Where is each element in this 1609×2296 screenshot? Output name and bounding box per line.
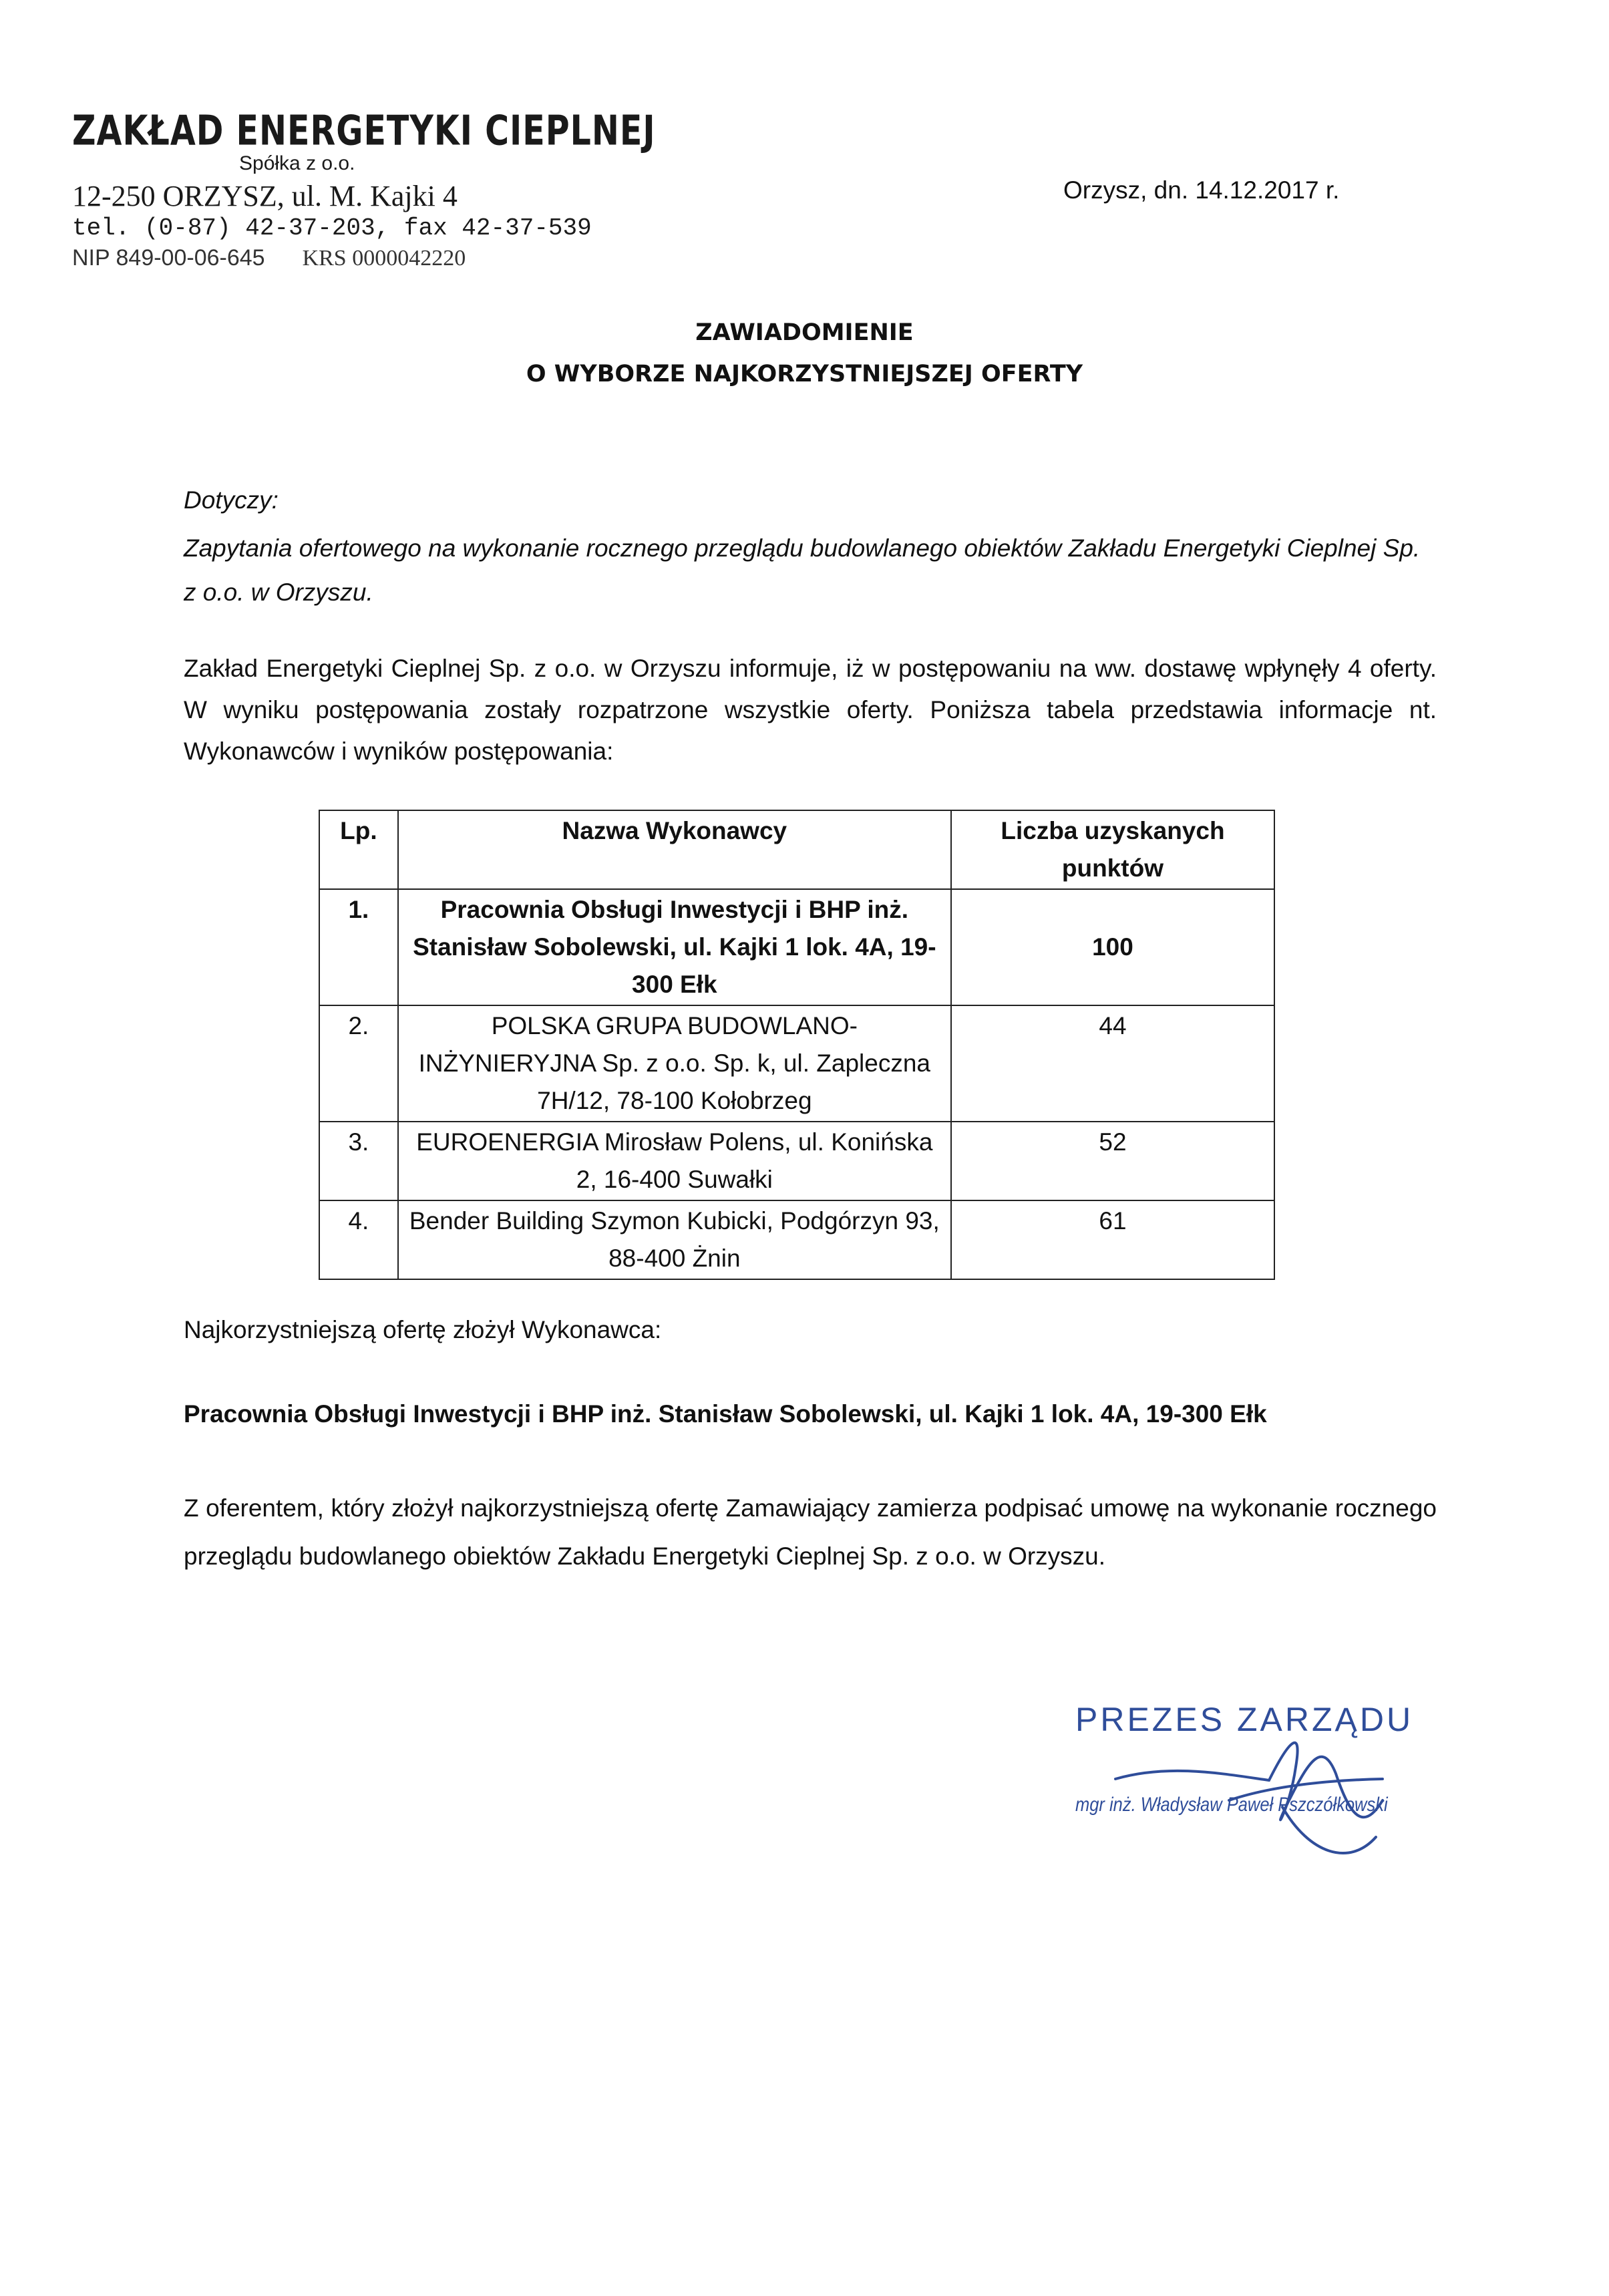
company-phone: tel. (0-87) 42-37-203, fax 42-37-539 bbox=[72, 214, 592, 242]
company-address: 12-250 ORZYSZ, ul. M. Kajki 4 bbox=[72, 180, 458, 212]
table-row bbox=[319, 889, 1274, 1005]
company-registry bbox=[72, 243, 553, 273]
subject-label: Dotyczy: bbox=[184, 486, 279, 514]
winner-label: Najkorzystniejszą ofertę złożył Wykonawca: bbox=[184, 1316, 662, 1343]
document-title: ZAWIADOMIENIE bbox=[695, 319, 914, 346]
row-contractor: Pracownia Obsługi Inwestycji i BHP inż. Stanisław Sobolewski, ul. Kajki 1 lok. 4A, 19-300 Ełk bbox=[398, 889, 951, 1005]
closing-paragraph: Z oferentem, który złożył najkorzystniejszą ofertę Zamawiający zamierza podpisać umowę na wykonanie rocznego przeglądu budowlanego obiektów Zakładu Energetyki Cieplnej Sp. z o.o. w Orzyszu. bbox=[184, 1494, 1437, 1570]
signature-name-stamp: mgr inż. Władysław Paweł Pszczółkowski bbox=[1075, 1794, 1388, 1816]
row-points: 100 bbox=[951, 889, 1274, 1005]
row-lp: 4. bbox=[319, 1200, 398, 1279]
krs-number: KRS 0000042220 bbox=[302, 246, 466, 271]
row-lp: 3. bbox=[319, 1122, 398, 1200]
table-row bbox=[319, 1122, 1274, 1200]
header-contractor: Nazwa Wykonawcy bbox=[398, 810, 951, 889]
company-stamp bbox=[72, 107, 656, 273]
handwritten-signature bbox=[1069, 1700, 1469, 1874]
signature-block bbox=[1069, 1700, 1469, 1874]
results-table bbox=[319, 810, 1275, 1280]
row-points: 52 bbox=[951, 1122, 1274, 1200]
table-header-row bbox=[319, 810, 1274, 889]
row-points: 61 bbox=[951, 1200, 1274, 1279]
table-row bbox=[319, 1200, 1274, 1279]
row-contractor: POLSKA GRUPA BUDOWLANO-INŻYNIERYJNA Sp. z o.o. Sp. k, ul. Zapleczna 7H/12, 78-100 Kołobrzeg bbox=[398, 1005, 951, 1122]
row-contractor: Bender Building Szymon Kubicki, Podgórzyn 93, 88-400 Żnin bbox=[398, 1200, 951, 1279]
nip-number: NIP 849-00-06-645 bbox=[72, 245, 265, 271]
table-row bbox=[319, 1005, 1274, 1122]
winner-name: Pracownia Obsługi Inwestycji i BHP inż. Stanisław Sobolewski, ul. Kajki 1 lok. 4A, 19-300 Ełk bbox=[184, 1400, 1267, 1428]
intro-paragraph: Zakład Energetyki Cieplnej Sp. z o.o. w Orzyszu informuje, iż w postępowaniu na ww. dostawę wpłynęły 4 oferty. W wyniku postępowania zostały rozpatrzone wszystkie oferty. Poniższa tabela przedstawia informacje nt. Wykonawców i wyników postępowania: bbox=[184, 655, 1437, 765]
company-form: Spółka z o.o. bbox=[239, 152, 355, 174]
company-name: ZAKŁAD ENERGETYKI CIEPLNEJ bbox=[72, 107, 656, 155]
document-date: Orzysz, dn. 14.12.2017 r. bbox=[1063, 176, 1340, 204]
row-lp: 1. bbox=[319, 889, 398, 1005]
header-lp: Lp. bbox=[319, 810, 398, 889]
row-points: 44 bbox=[951, 1005, 1274, 1122]
signature-role-stamp: PREZES ZARZĄDU bbox=[1075, 1701, 1414, 1738]
row-contractor: EUROENERGIA Mirosław Polens, ul. Konińska 2, 16-400 Suwałki bbox=[398, 1122, 951, 1200]
row-lp: 2. bbox=[319, 1005, 398, 1122]
document-subtitle: O WYBORZE NAJKORZYSTNIEJSZEJ OFERTY bbox=[526, 361, 1083, 387]
signature-stroke bbox=[1115, 1743, 1383, 1853]
subject-text: Zapytania ofertowego na wykonanie rocznego przeglądu budowlanego obiektów Zakładu Energetyki Cieplnej Sp. z o.o. w Orzyszu. bbox=[184, 534, 1421, 606]
header-points: Liczba uzyskanych punktów bbox=[951, 810, 1274, 889]
